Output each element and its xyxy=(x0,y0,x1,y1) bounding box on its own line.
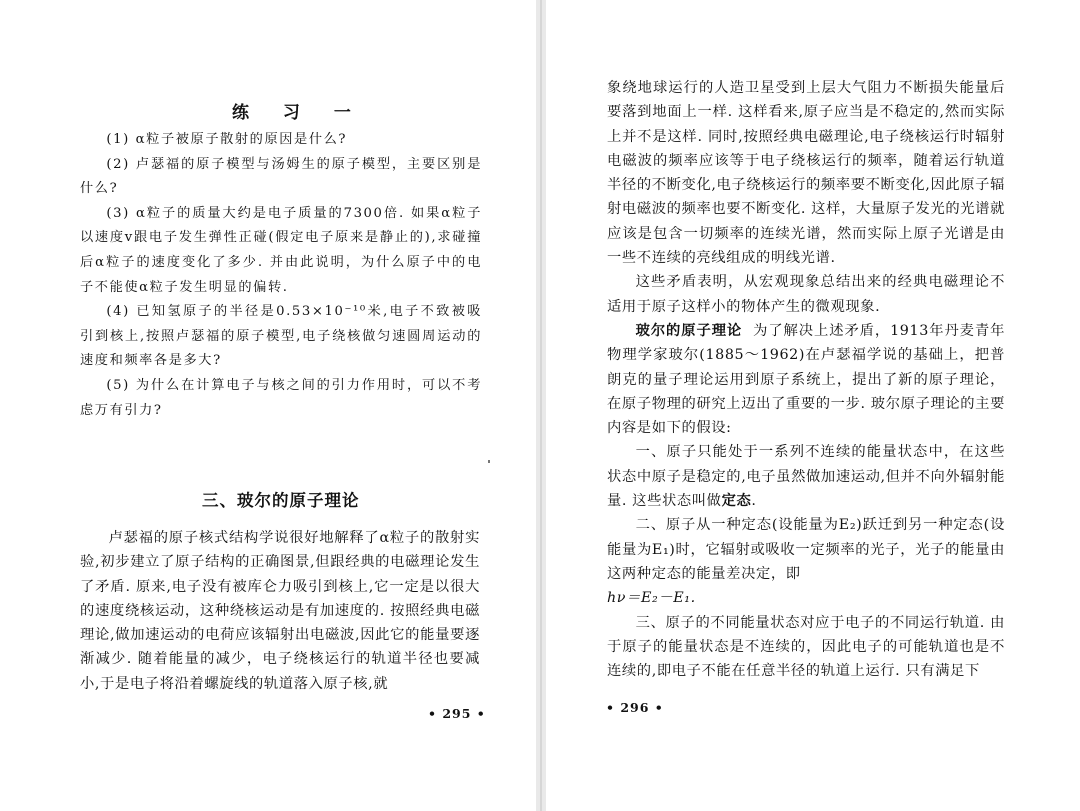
scan-speck xyxy=(488,460,490,463)
right-paragraph-2: 这些矛盾表明，从宏观现象总结出来的经典电磁理论不适用于原子这样小的物体产生的微观现象. xyxy=(607,274,1005,315)
gutter-line xyxy=(540,0,542,811)
exercise-item-5: (5) 为什么在计算电子与核之间的引力作用时，可以不考虑万有引力? xyxy=(80,377,482,418)
right-paragraph-5: 二、原子从一种定态(设能量为E₂)跃迁到另一种定态(设能量为E₁)时，它辐射或吸收一定频率的光子，光子的能量由这两种定态的能量差决定，即 xyxy=(607,517,1005,582)
exercise-item-3: (3) α粒子的质量大约是电子质量的7300倍. 如果α粒子以速度v跟电子发生弹性正碰(假定电子原来是静止的),求碰撞后α粒子的速度变化了多少. 并由此说明，为什么原子中的电子不能使α粒子发生明显的偏转. xyxy=(80,205,482,295)
bohr-theory-text: 为了解决上述矛盾，1913年丹麦青年物理学家玻尔(1885～1962)在卢瑟福学说的基础上，把普朗克的量子理论运用到原子系统上，提出了新的原子理论，在原子物理的研究上迈出了重要的一步. 玻尔原子理论的主要内容是如下的假设: xyxy=(607,322,1006,437)
right-paragraph-3 xyxy=(607,319,1005,440)
page-number-right: • 296 • xyxy=(606,700,664,715)
right-paragraph-4 xyxy=(607,440,1005,513)
exercise-item-4: (4) 已知氢原子的半径是0.53×10⁻¹⁰米,电子不致被吸引到核上,按照卢瑟福的原子模型,电子绕核做匀速圆周运动的速度和频率各是多大? xyxy=(80,304,482,369)
postulate-1-text: 一、原子只能处于一系列不连续的能量状态中，在这些状态中原子是稳定的,电子虽然做加速运动,但并不向外辐射能量. 这些状态叫做 xyxy=(607,444,1005,510)
right-body-text xyxy=(607,76,1005,683)
section-title: 三、玻尔的原子理论 xyxy=(202,491,360,510)
right-paragraph-1: 象绕地球运行的人造卫星受到上层大气阻力不断损失能量后要落到地面上一样. 这样看来,原子应当是不稳定的,然而实际上并不是这样. 同时,按照经典电磁理论,电子绕核运行时辐射电磁波的频率应该等于电子绕核运行的频率，随着运行轨道半径的不断变化,电子绕核运行的频率要不断变化,因此原子辐射电磁波的频率也要不断变化. 这样，大量原子发光的光谱就应该是包含一切频率的连续光谱，然而实际上原子光谱是由一些不连续的亮线组成的明线光谱. xyxy=(607,80,1005,267)
exercise-item-1: (1) α粒子被原子散射的原因是什么? xyxy=(106,132,348,147)
exercise-list xyxy=(80,128,482,423)
left-paragraph: 卢瑟福的原子核式结构学说很好地解释了α粒子的散射实验,初步建立了原子结构的正确图景,但跟经典的电磁理论发生了矛盾. 原来,电子没有被库仑力吸引到核上,它一定是以很大的速度绕核运动，这种绕核运动是有加速度的. 按照经典电磁理论,做加速运动的电荷应该辐射出电磁波,因此它的能量要逐渐减少. 随着能量的减少，电子绕核运行的轨道半径也要减小,于是电子将沿着螺旋线的轨道落入原子核,就 xyxy=(80,530,480,692)
page-number-left: • 295 • xyxy=(428,706,486,721)
bohr-theory-heading: 玻尔的原子理论 xyxy=(635,322,743,339)
left-page xyxy=(0,0,536,811)
energy-formula: hν＝E₂－E₁. xyxy=(607,590,696,607)
stationary-state-term: 定态 xyxy=(721,493,752,510)
left-body-text xyxy=(80,526,480,696)
exercise-title: 练 习 一 xyxy=(232,103,365,123)
postulate-1-end: . xyxy=(751,493,757,510)
exercise-item-2: (2) 卢瑟福的原子模型与汤姆生的原子模型，主要区别是什么? xyxy=(80,156,482,197)
right-page xyxy=(546,0,1080,811)
right-paragraph-6: 三、原子的不同能量状态对应于电子的不同运行轨道. 由于原子的能量状态是不连续的，因此电子的可能轨道也是不连续的,即电子不能在任意半径的轨道上运行. 只有满足下 xyxy=(607,614,1005,680)
